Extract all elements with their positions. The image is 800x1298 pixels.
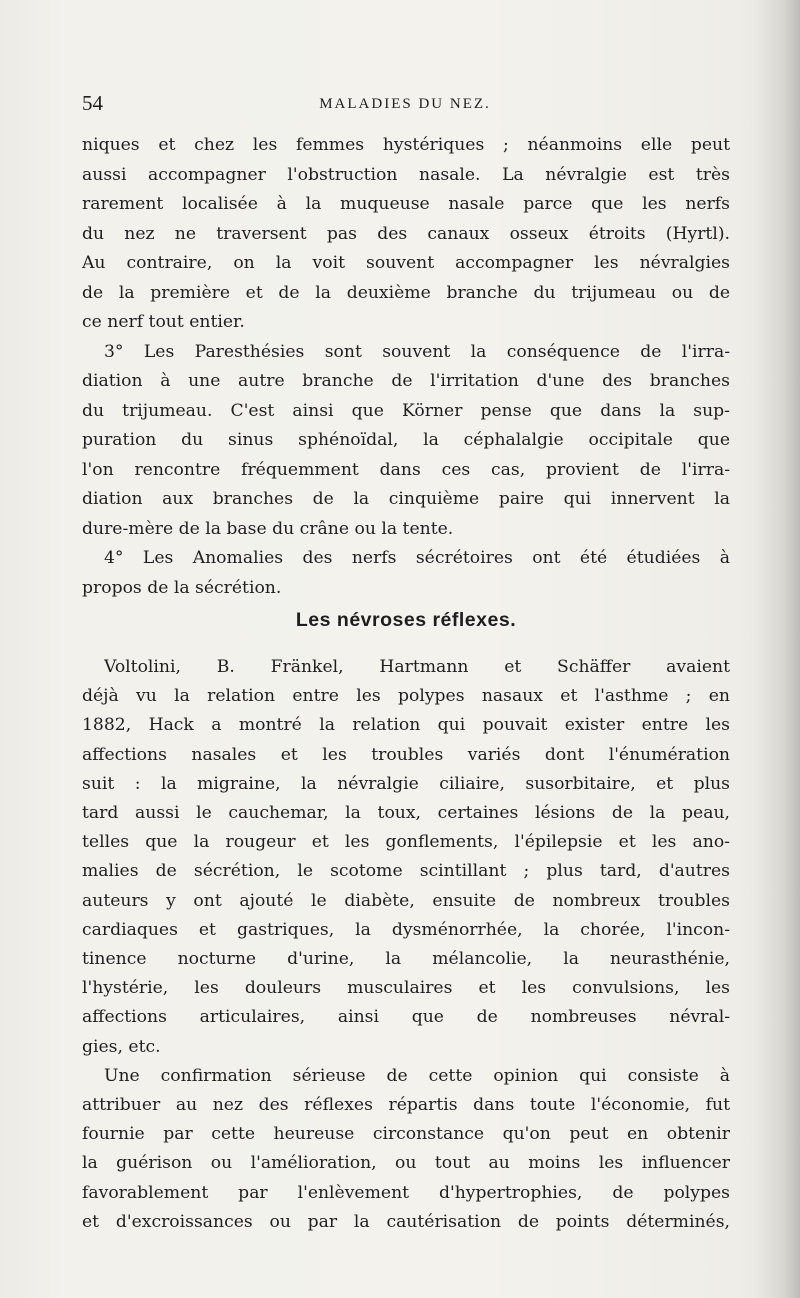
text-line: affections articulaires, ainsi que de nombreuses névral-: [82, 1007, 730, 1028]
text-line: malies de sécrétion, le scotome scintillant ; plus tard, d'autres: [82, 861, 730, 882]
page-number: 54: [82, 91, 103, 115]
text-line: Voltolini, B. Fränkel, Hartmann et Schäffer avaient: [104, 657, 730, 677]
text-line: Une confirmation sérieuse de cette opinion qui consiste à: [104, 1065, 730, 1086]
text-line: rarement localisée à la muqueuse nasale parce que les nerfs: [82, 194, 730, 214]
text-line: la guérison ou l'amélioration, ou tout au moins les influencer: [82, 1153, 730, 1174]
text-line: Au contraire, on la voit souvent accompagner les névralgies: [82, 253, 730, 273]
text-line: 1882, Hack a montré la relation qui pouvait exister entre les: [82, 715, 730, 736]
text-line: 4° Les Anomalies des nerfs sécrétoires ont été étudiées à: [104, 548, 730, 568]
text-line: tinence nocturne d'urine, la mélancolie, la neurasthénie,: [82, 949, 730, 969]
text-line: et d'excroissances ou par la cautérisation de points déterminés,: [82, 1211, 730, 1232]
text-line: du nez ne traversent pas des canaux osseux étroits (Hyrtl).: [82, 223, 730, 244]
page-header: [82, 90, 728, 116]
text-line: diation aux branches de la cinquième paire qui innervent la: [82, 489, 730, 509]
text-line: aussi accompagner l'obstruction nasale. La névralgie est très: [82, 164, 730, 185]
text-line: du trijumeau. C'est ainsi que Körner pense que dans la sup-: [82, 400, 730, 421]
text-line: attribuer au nez des réflexes répartis dans toute l'économie, fut: [82, 1095, 730, 1115]
text-line: de la première et de la deuxième branche du trijumeau ou de: [82, 282, 730, 303]
section-heading: Les névroses réflexes.: [295, 609, 517, 631]
text-line: l'hystérie, les douleurs musculaires et les convulsions, les: [82, 978, 730, 999]
text-line: suit : la migraine, la névralgie ciliaire, susorbitaire, et plus: [82, 773, 730, 794]
page-edge-shadow: [758, 0, 800, 1298]
text-line: diation à une autre branche de l'irritation d'une des branches: [82, 371, 730, 391]
text-line: cardiaques et gastriques, la dysménorrhée, la chorée, l'incon-: [82, 919, 730, 940]
text-line: niques et chez les femmes hystériques ; néanmoins elle peut: [82, 135, 730, 155]
text-line: déjà vu la relation entre les polypes nasaux et l'asthme ; en: [82, 686, 730, 707]
text-line: l'on rencontre fréquemment dans ces cas, provient de l'irra-: [82, 459, 730, 480]
text-line: tard aussi le cauchemar, la toux, certaines lésions de la peau,: [82, 803, 730, 823]
text-line: affections nasales et les troubles variés dont l'énumération: [82, 744, 730, 765]
text-line: dure-mère de la base du crâne ou la tente.: [82, 518, 454, 539]
text-line: propos de la sécrétion.: [82, 577, 282, 598]
text-line: fournie par cette heureuse circonstance qu'on peut en obtenir: [82, 1124, 730, 1145]
text-line: favorablement par l'enlèvement d'hypertrophies, de polypes: [82, 1182, 730, 1203]
text-line: 3° Les Paresthésies sont souvent la conséquence de l'irra-: [104, 341, 730, 362]
text-line: auteurs y ont ajouté le diabète, ensuite de nombreux troubles: [82, 890, 730, 911]
text-line: puration du sinus sphénoïdal, la céphalalgie occipitale que: [82, 430, 730, 450]
running-head: MALADIES DU NEZ.: [319, 96, 491, 112]
text-line: ce nerf tout entier.: [82, 312, 245, 332]
text-line: telles que la rougeur et les gonflements, l'épilepsie et les ano-: [82, 832, 730, 853]
text-line: gies, etc.: [82, 1036, 161, 1057]
